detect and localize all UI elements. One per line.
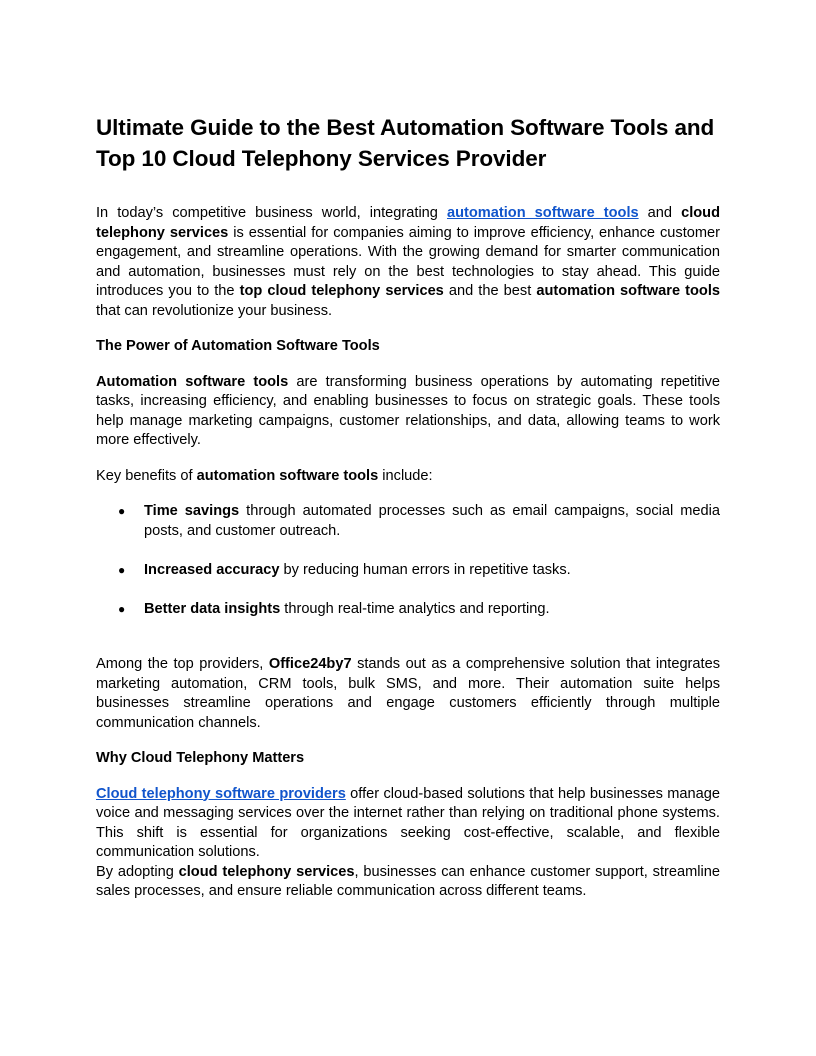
document-body: [96, 113, 720, 902]
key-benefits-intro: Key benefits of automation software tools include:: [96, 467, 433, 484]
section-heading-cloud-telephony: Why Cloud Telephony Matters: [96, 750, 305, 766]
bullet-icon: ●: [118, 601, 126, 616]
list-item: ● Time savings through automated processes such as email campaigns, social media posts, and customer outreach.: [118, 503, 720, 539]
automation-tools-link[interactable]: automation software tools: [446, 205, 639, 221]
cloud-telephony-paragraph: Cloud telephony software providers offer cloud-based solutions that help businesses manage voice and messaging services over the internet rather than relying on traditional phone systems. This shift is essential for organizations seeking cost-effective, scalable, and flexible communication solutions.: [96, 785, 720, 860]
cloud-telephony-providers-link[interactable]: Cloud telephony software providers: [96, 785, 346, 802]
list-item: ● Increased accuracy by reducing human errors in repetitive tasks.: [96, 561, 720, 581]
page-title: Ultimate Guide to the Best Automation Software Tools and Top 10 Cloud Telephony Services Provider: [96, 115, 715, 171]
automation-paragraph: Automation software tools are transforming business operations by automating repetitive tasks, increasing efficiency, and enabling businesses to focus on strategic goals. These tools help manage marketing campaigns, customer relationships, and data, allowing teams to work more effectively.: [96, 373, 721, 448]
benefits-list: [96, 502, 720, 619]
bullet-icon: ●: [118, 562, 126, 577]
list-item: ● Better data insights through real-time analytics and reporting.: [96, 600, 720, 620]
intro-paragraph: In today’s competitive business world, integrating automation software tools and cloud telephony services is essential for companies aiming to improve efficiency, enhance customer engagement, and streamline operations. With the growing demand for smarter communication and automation, businesses must rely on the best technologies to stay ahead. This guide introduces you to the top cloud telephony services and the best automation software tools that can revolutionize your business.: [96, 205, 721, 319]
provider-paragraph: Among the top providers, Office24by7 stands out as a comprehensive solution that integrates marketing automation, CRM tools, bulk SMS, and more. Their automation suite helps businesses streamline operations and engage customers efficiently through multiple communication channels.: [96, 656, 721, 731]
section-heading-automation: The Power of Automation Software Tools: [96, 338, 380, 354]
adoption-paragraph: By adopting cloud telephony services, businesses can enhance customer support, streamline sales processes, and ensure reliable communication across different teams.: [96, 863, 720, 899]
bullet-icon: ●: [118, 504, 126, 518]
